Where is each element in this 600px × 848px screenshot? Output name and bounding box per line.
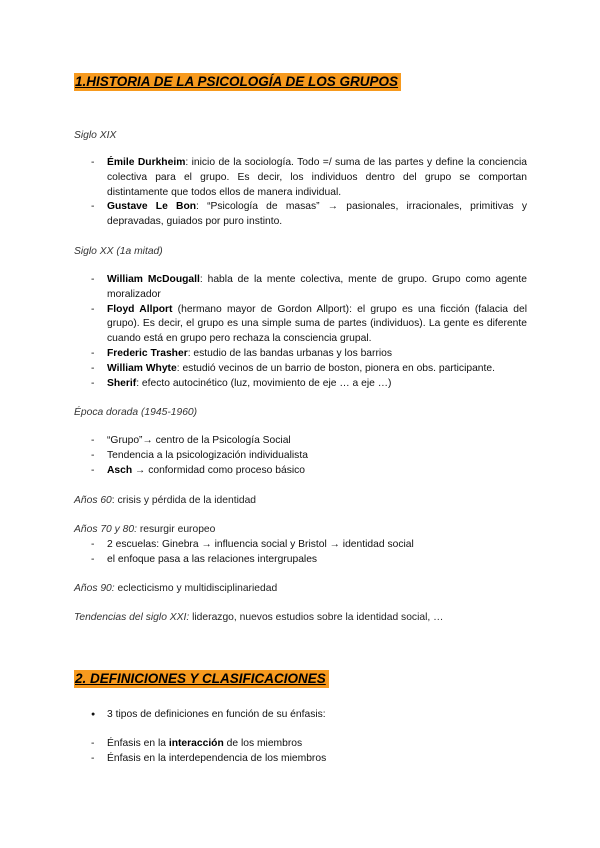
list-item: - William McDougall: habla de la mente colectiva, mente de grupo. Grupo como agente moralizador	[91, 273, 527, 303]
bullet-item: ● 3 tipos de definiciones en función de su énfasis:	[91, 708, 527, 723]
era-anos-60: Años 60: crisis y pérdida de la identidad	[74, 495, 257, 506]
anos-70-80-list	[91, 538, 527, 568]
list-item: - Énfasis en la interacción de los miembros	[91, 737, 527, 752]
list-item: - Sherif: efecto autocinético (luz, movimiento de eje … a eje …)	[91, 377, 527, 392]
list-item: - el enfoque pasa a las relaciones intergrupales	[91, 553, 527, 568]
list-item: - Énfasis en la interdependencia de los miembros	[91, 752, 527, 767]
section-heading-definiciones: 2. DEFINICIONES Y CLASIFICACIONES	[74, 670, 329, 688]
siglo-xix-list	[91, 156, 527, 230]
era-label-siglo-xix: Siglo XIX	[74, 130, 117, 141]
list-item: - Tendencia a la psicologización individualista	[91, 449, 527, 464]
list-item: - Floyd Allport (hermano mayor de Gordon Allport): el grupo es una ficción (falacia del grupo). Es decir, el grupo es una simple suma de partes (individuos). La gente es diferente cuando está en grupo pero rechaza la consciencia grupal.	[91, 303, 527, 347]
siglo-xx-list	[91, 273, 527, 391]
section2-list	[91, 737, 527, 767]
list-item: - Frederic Trasher: estudio de las bandas urbanas y los barrios	[91, 347, 527, 362]
section2-bullet-list	[91, 708, 527, 723]
era-anos-70-80: Años 70 y 80: resurgir europeo	[74, 524, 216, 535]
list-item: - Asch → conformidad como proceso básico	[91, 464, 527, 479]
list-item: - “Grupo”→ centro de la Psicología Social	[91, 434, 527, 449]
section-heading-historia: 1.HISTORIA DE LA PSICOLOGÍA DE LOS GRUPOS	[74, 73, 401, 91]
list-item: - Émile Durkheim: inicio de la sociología. Todo =/ suma de las partes y define la conciencia colectiva para el grupo. Es decir, los individuos dentro del grupo se comportan distintamente que todos ellos de manera individual.	[91, 156, 527, 200]
era-anos-90: Años 90: eclecticismo y multidisciplinariedad	[74, 583, 278, 594]
list-item: - 2 escuelas: Ginebra → influencia social y Bristol → identidad social	[91, 538, 527, 553]
list-item: - William Whyte: estudió vecinos de un barrio de boston, pionera en obs. participante.	[91, 362, 527, 377]
era-siglo-xxi: Tendencias del siglo XXI: liderazgo, nuevos estudios sobre la identidad social, …	[74, 612, 444, 623]
list-item: - Gustave Le Bon: “Psicología de masas” → pasionales, irracionales, primitivas y depravadas, guiados por puro instinto.	[91, 200, 527, 230]
epoca-dorada-list	[91, 434, 527, 478]
era-label-siglo-xx: Siglo XX (1a mitad)	[74, 246, 163, 257]
era-label-epoca-dorada: Época dorada (1945-1960)	[74, 407, 198, 418]
